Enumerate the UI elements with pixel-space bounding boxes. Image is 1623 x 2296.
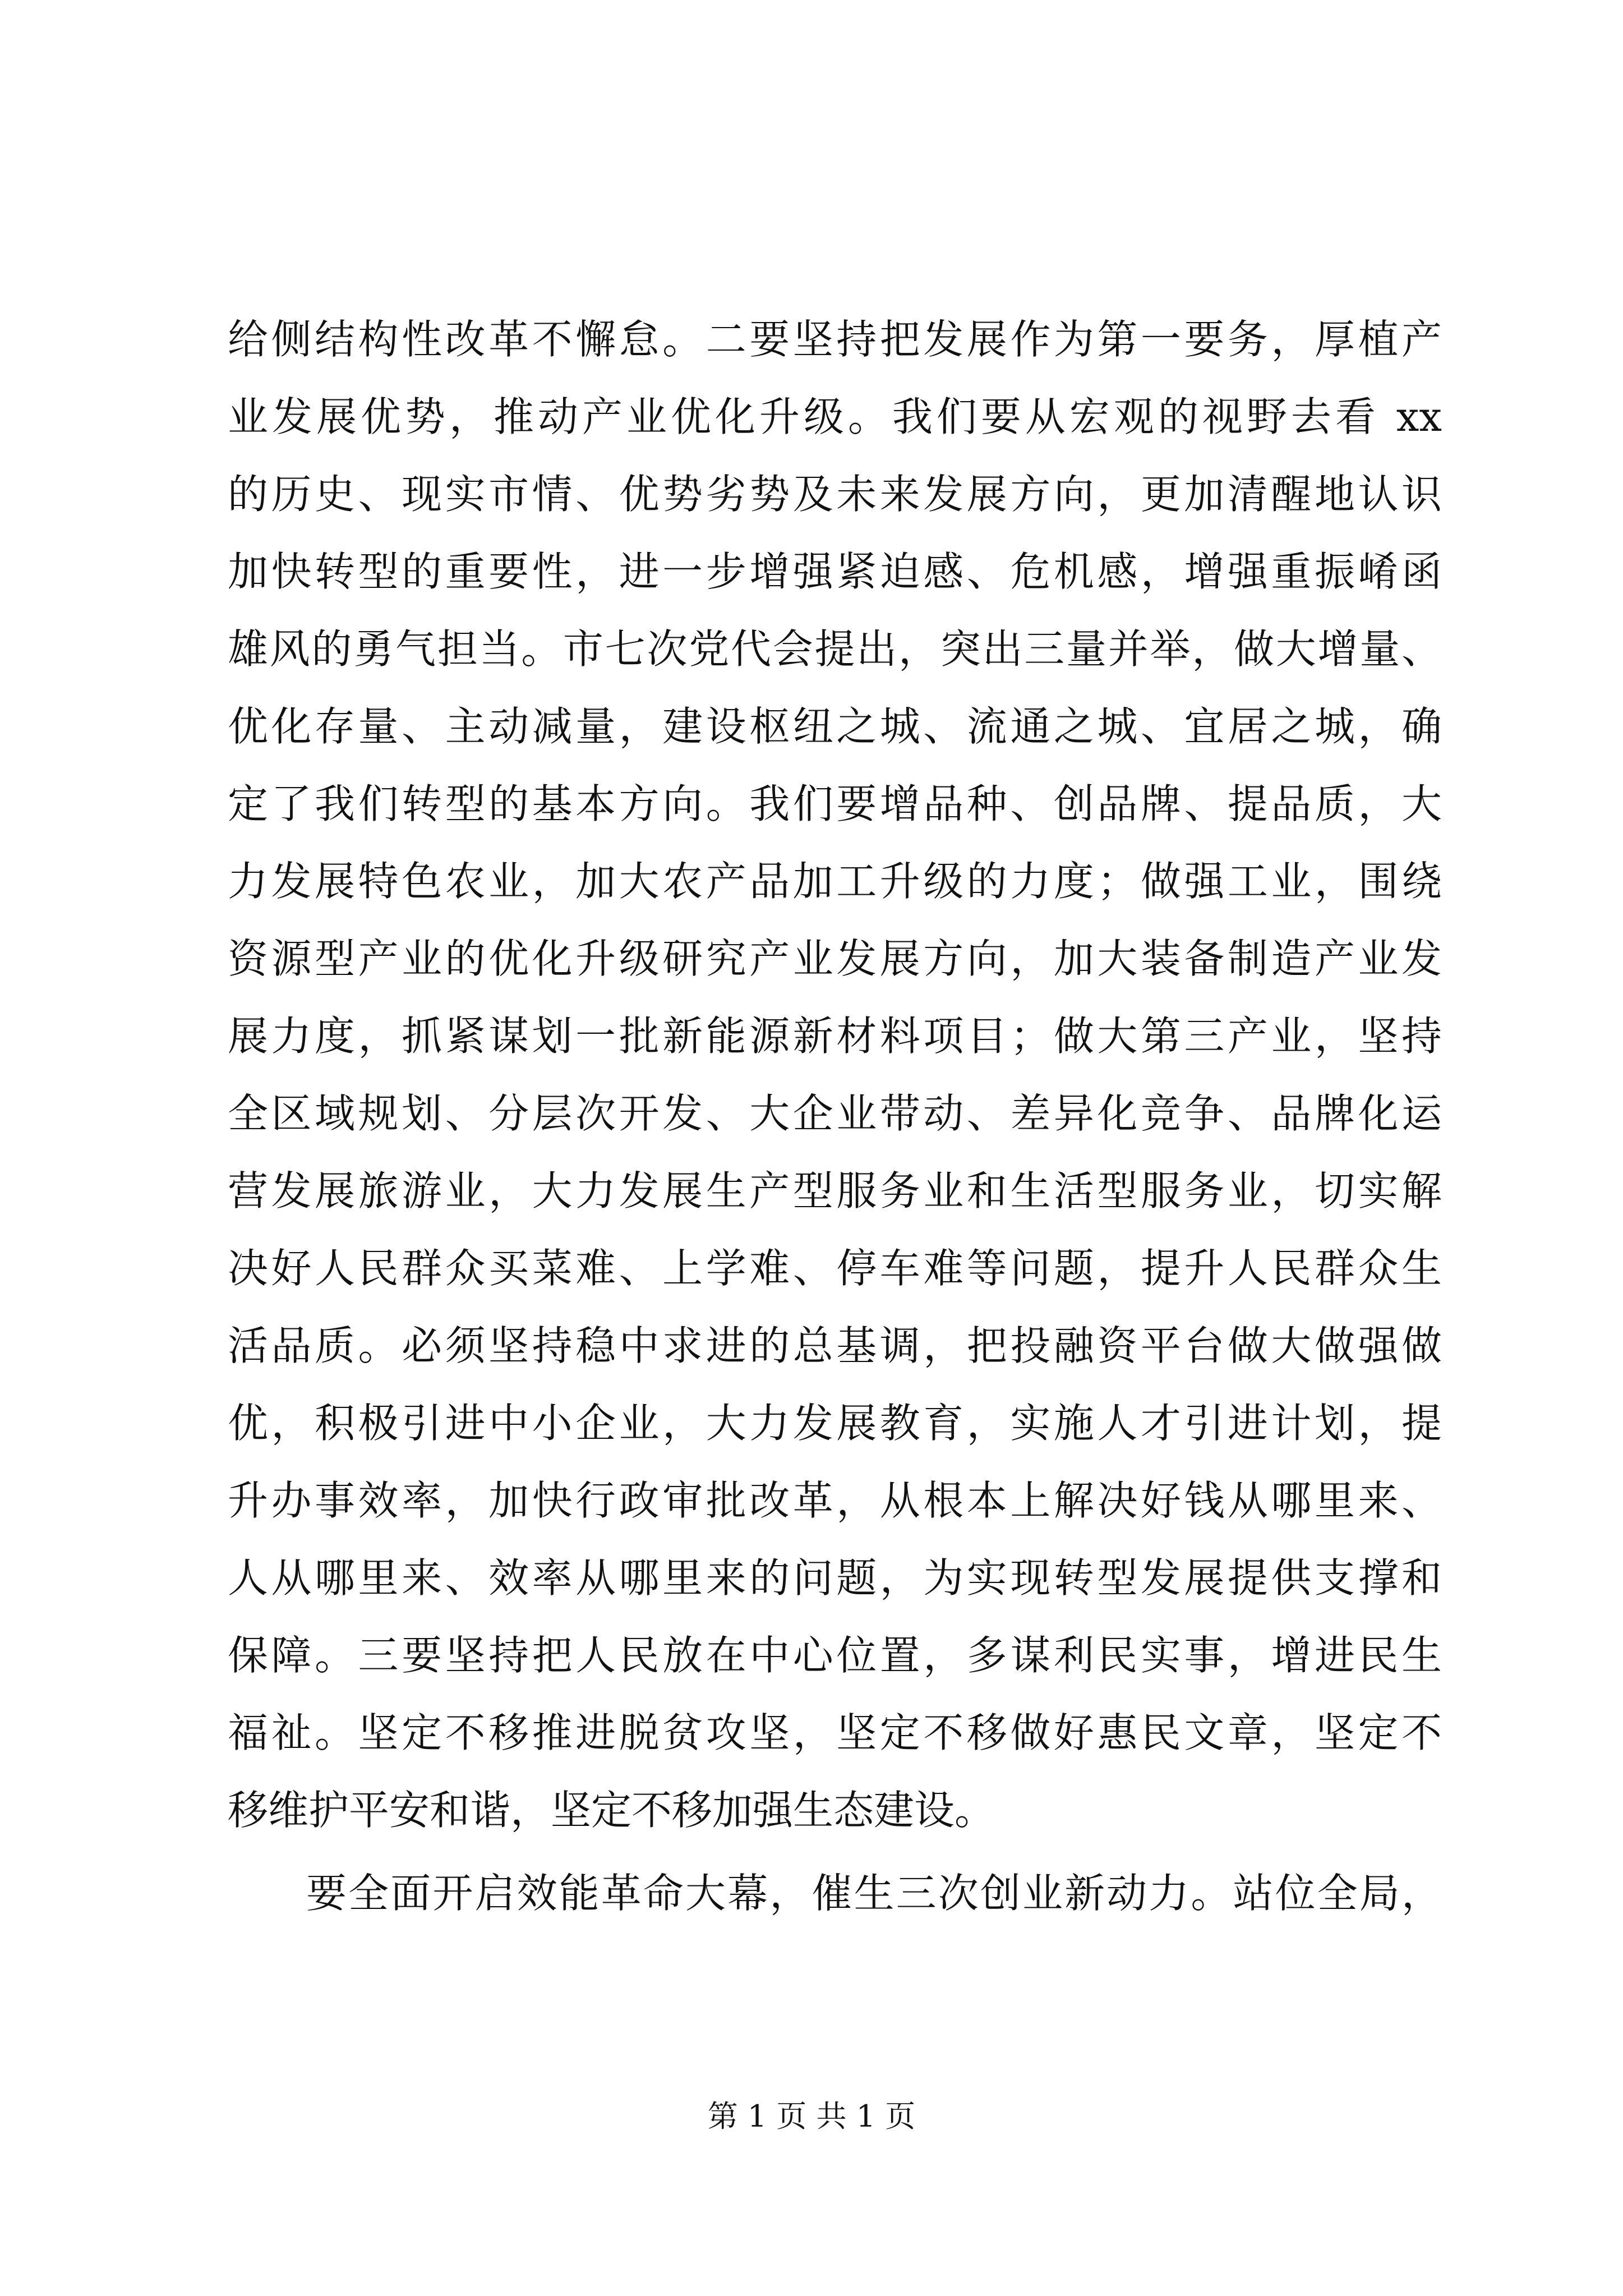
paragraph-line-3: 的历史、现实市情、优势劣势及未来发展方向，更加清醒地认识 bbox=[228, 471, 1442, 518]
paragraph-line-18: 保障。三要坚持把人民放在中心位置，多谋利民实事，增进民生 bbox=[228, 1632, 1442, 1679]
paragraph-line-9: 资源型产业的优化升级研究产业发展方向，加大装备制造产业发 bbox=[228, 935, 1442, 982]
paragraph-line-13: 决好人民群众买菜难、上学难、停车难等问题，提升人民群众生 bbox=[228, 1245, 1442, 1292]
paragraph-line-5: 雄风的勇气担当。市七次党代会提出，突出三量并举，做大增量、 bbox=[228, 625, 1442, 673]
paragraph-line-12: 营发展旅游业，大力发展生产型服务业和生活型服务业，切实解 bbox=[228, 1167, 1442, 1214]
paragraph-line-14: 活品质。必须坚持稳中求进的总基调，把投融资平台做大做强做 bbox=[228, 1322, 1442, 1369]
paragraph-line-20: 移维护平安和谐，坚定不移加强生态建设。 bbox=[228, 1787, 995, 1834]
paragraph-line-7: 定了我们转型的基本方向。我们要增品种、创品牌、提品质，大 bbox=[228, 780, 1442, 827]
paragraph-line-8: 力发展特色农业，加大农产品加工升级的力度；做强工业，围绕 bbox=[228, 858, 1442, 905]
paragraph-line-1: 给侧结构性改革不懈怠。二要坚持把发展作为第一要务，厚植产 bbox=[228, 316, 1442, 363]
paragraph-line-4: 加快转型的重要性，进一步增强紧迫感、危机感，增强重振崤函 bbox=[228, 548, 1442, 595]
page-number-footer: 第 1 页 共 1 页 bbox=[707, 2099, 916, 2134]
paragraph-2-line-1: 要全面开启效能革命大幕，催生三次创业新动力。站位全局， bbox=[306, 1870, 1442, 1917]
paragraph-line-17: 人从哪里来、效率从哪里来的问题，为实现转型发展提供支撑和 bbox=[228, 1554, 1442, 1602]
paragraph-line-6: 优化存量、主动减量，建设枢纽之城、流通之城、宜居之城，确 bbox=[228, 703, 1442, 750]
paragraph-line-15: 优，积极引进中小企业，大力发展教育，实施人才引进计划，提 bbox=[228, 1400, 1442, 1447]
paragraph-line-11: 全区域规划、分层次开发、大企业带动、差异化竞争、品牌化运 bbox=[228, 1090, 1442, 1137]
paragraph-line-19: 福祉。坚定不移推进脱贫攻坚，坚定不移做好惠民文章，坚定不 bbox=[228, 1709, 1442, 1756]
paragraph-line-2: 业发展优势，推动产业优化升级。我们要从宏观的视野去看 xx bbox=[228, 393, 1442, 440]
paragraph-line-10: 展力度，抓紧谋划一批新能源新材料项目；做大第三产业，坚持 bbox=[228, 1013, 1442, 1060]
paragraph-line-16: 升办事效率，加快行政审批改革，从根本上解决好钱从哪里来、 bbox=[228, 1477, 1442, 1524]
